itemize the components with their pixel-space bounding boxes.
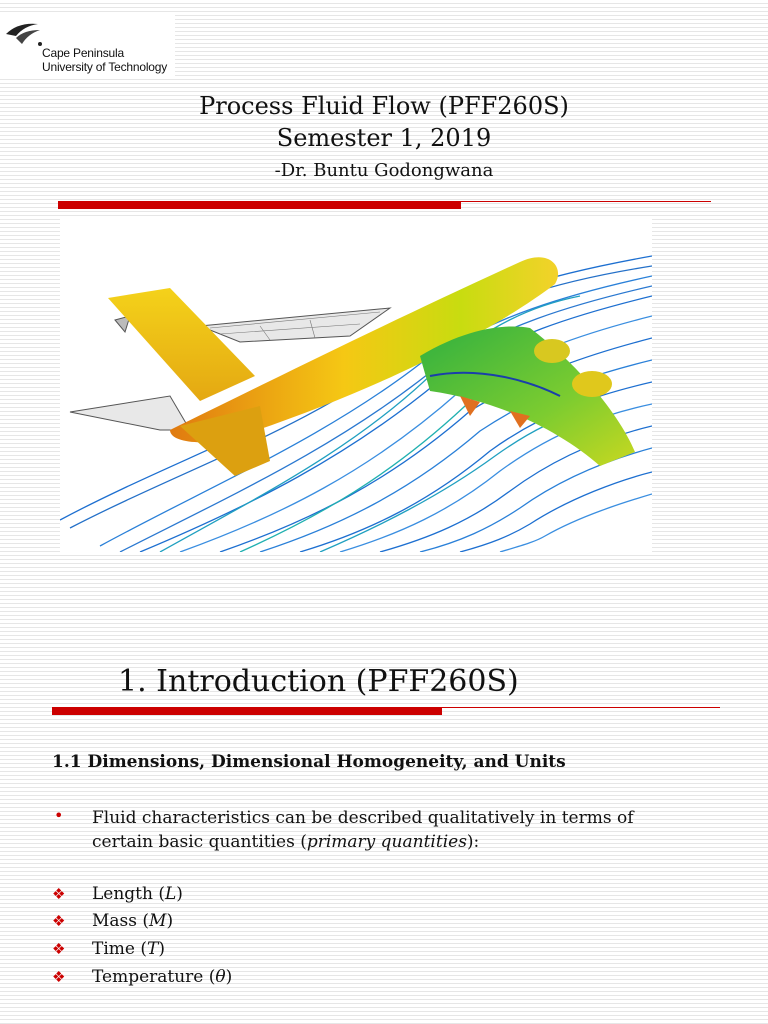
aircraft-cfd-streamlines-image — [60, 216, 652, 552]
semester-label: Semester 1, 2019 — [276, 124, 492, 152]
diamond-bullet-icon: ❖ — [52, 940, 66, 958]
paragraph-close: ): — [466, 832, 480, 852]
university-logo — [0, 14, 175, 76]
list-item: ❖ Time (T) — [52, 939, 165, 959]
author-label: -Dr. Buntu Godongwana — [274, 160, 494, 181]
heading-rule-thick — [52, 707, 442, 715]
logo-text-line2: University of Technology — [42, 60, 168, 74]
course-title: Process Fluid Flow (PFF260S) — [199, 92, 569, 120]
aircraft-cfd-image — [60, 216, 652, 552]
list-item: ❖ Length (L) — [52, 884, 183, 904]
title-rule-thick — [58, 201, 461, 209]
diamond-bullet-icon: ❖ — [52, 912, 66, 930]
list-item: ❖ Temperature (θ) — [52, 967, 233, 987]
intro-paragraph — [92, 806, 692, 854]
paragraph-text: Fluid characteristics can be described qualitatively in terms of certain basic quantities ( — [92, 808, 634, 852]
cput-wave-icon — [4, 20, 44, 50]
bullet-marker: • — [54, 806, 64, 825]
logo-text-line1: Cape Peninsula — [42, 46, 124, 60]
slide-heading: 1. Introduction (PFF260S) — [118, 664, 519, 699]
title-rule-thin — [461, 201, 711, 202]
list-item: ❖ Mass (M) — [52, 911, 174, 931]
section-subheading: 1.1 Dimensions, Dimensional Homogeneity, and Units — [52, 752, 566, 772]
diamond-bullet-icon: ❖ — [52, 968, 66, 986]
paragraph-emphasis: primary quantities — [306, 832, 467, 852]
heading-rule-thin — [442, 707, 720, 708]
diamond-bullet-icon: ❖ — [52, 885, 66, 903]
